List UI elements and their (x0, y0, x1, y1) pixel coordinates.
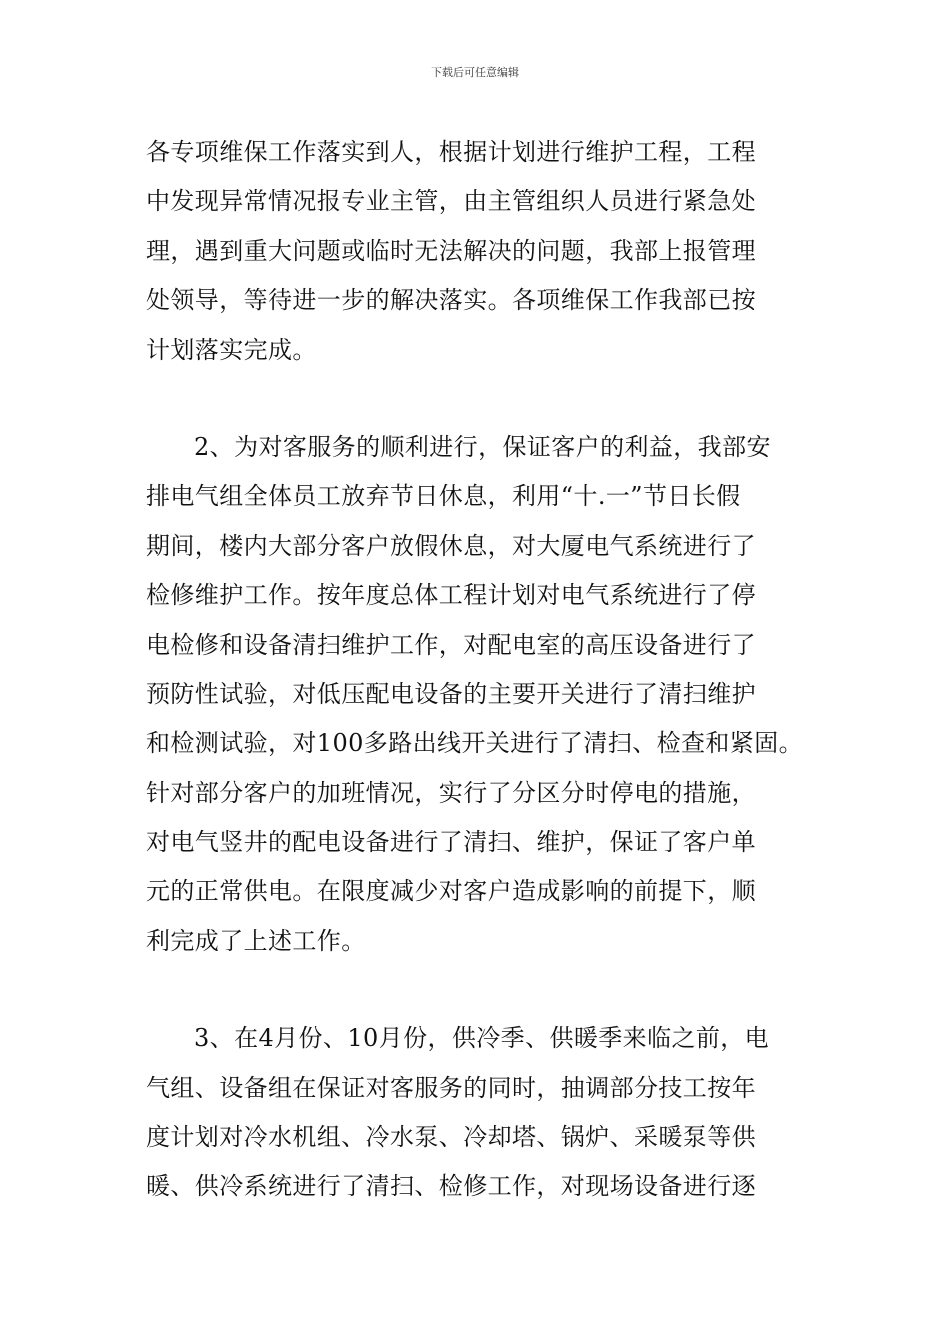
page-header: 下载后可任意编辑 (431, 66, 519, 79)
paragraph-line: 排电气组全体员工放弃节日休息，利用“十.一”节日长假 (146, 482, 741, 511)
paragraph-line: 计划落实完成。 (146, 335, 317, 364)
paragraph-3 (146, 1014, 836, 1212)
paragraph-line: 度计划对冷水机组、冷水泵、冷却塔、锅炉、采暖泵等供 (146, 1123, 756, 1152)
paragraph-spacer (146, 966, 836, 1014)
paragraph-line: 检修维护工作。按年度总体工程计划对电气系统进行了停 (146, 581, 756, 610)
paragraph-line: 处领导，等待进一步的解决落实。各项维保工作我部已按 (146, 286, 756, 315)
paragraph-line: 暖、供冷系统进行了清扫、检修工作，对现场设备进行逐 (146, 1172, 756, 1201)
document-body (146, 128, 836, 1212)
paragraph-2 (146, 423, 836, 966)
paragraph-line: 电检修和设备清扫维护工作，对配电室的高压设备进行了 (146, 630, 756, 659)
paragraph-line: 针对部分客户的加班情况，实行了分区分时停电的措施， (146, 778, 756, 807)
paragraph-line: 中发现异常情况报专业主管，由主管组织人员进行紧急处 (146, 187, 756, 216)
paragraph-line: 各专项维保工作落实到人，根据计划进行维护工程，工程 (146, 138, 756, 166)
paragraph-line: 2、为对客服务的顺利进行，保证客户的利益，我部安 (194, 432, 771, 461)
paragraph-line: 利完成了上述工作。 (146, 926, 366, 955)
paragraph-line: 元的正常供电。在限度减少对客户造成影响的前提下，顺 (146, 877, 756, 906)
paragraph-line: 气组、设备组在保证对客服务的同时，抽调部分技工按年 (146, 1073, 756, 1102)
paragraph-line: 理，遇到重大问题或临时无法解决的问题，我部上报管理 (146, 236, 756, 265)
paragraph-spacer (146, 375, 836, 423)
paragraph-line: 和检测试验，对100多路出线开关进行了清扫、检查和紧固。 (146, 729, 804, 758)
paragraph-line: 对电气竖井的配电设备进行了清扫、维护，保证了客户单 (146, 828, 756, 857)
paragraph-line: 预防性试验，对低压配电设备的主要开关进行了清扫维护 (146, 679, 756, 708)
paragraph-line: 3、在4月份、10月份，供冷季、供暖季来临之前，电 (194, 1024, 770, 1053)
paragraph-line: 期间，楼内大部分客户放假休息，对大厦电气系统进行了 (146, 531, 756, 560)
paragraph-1 (146, 128, 836, 375)
